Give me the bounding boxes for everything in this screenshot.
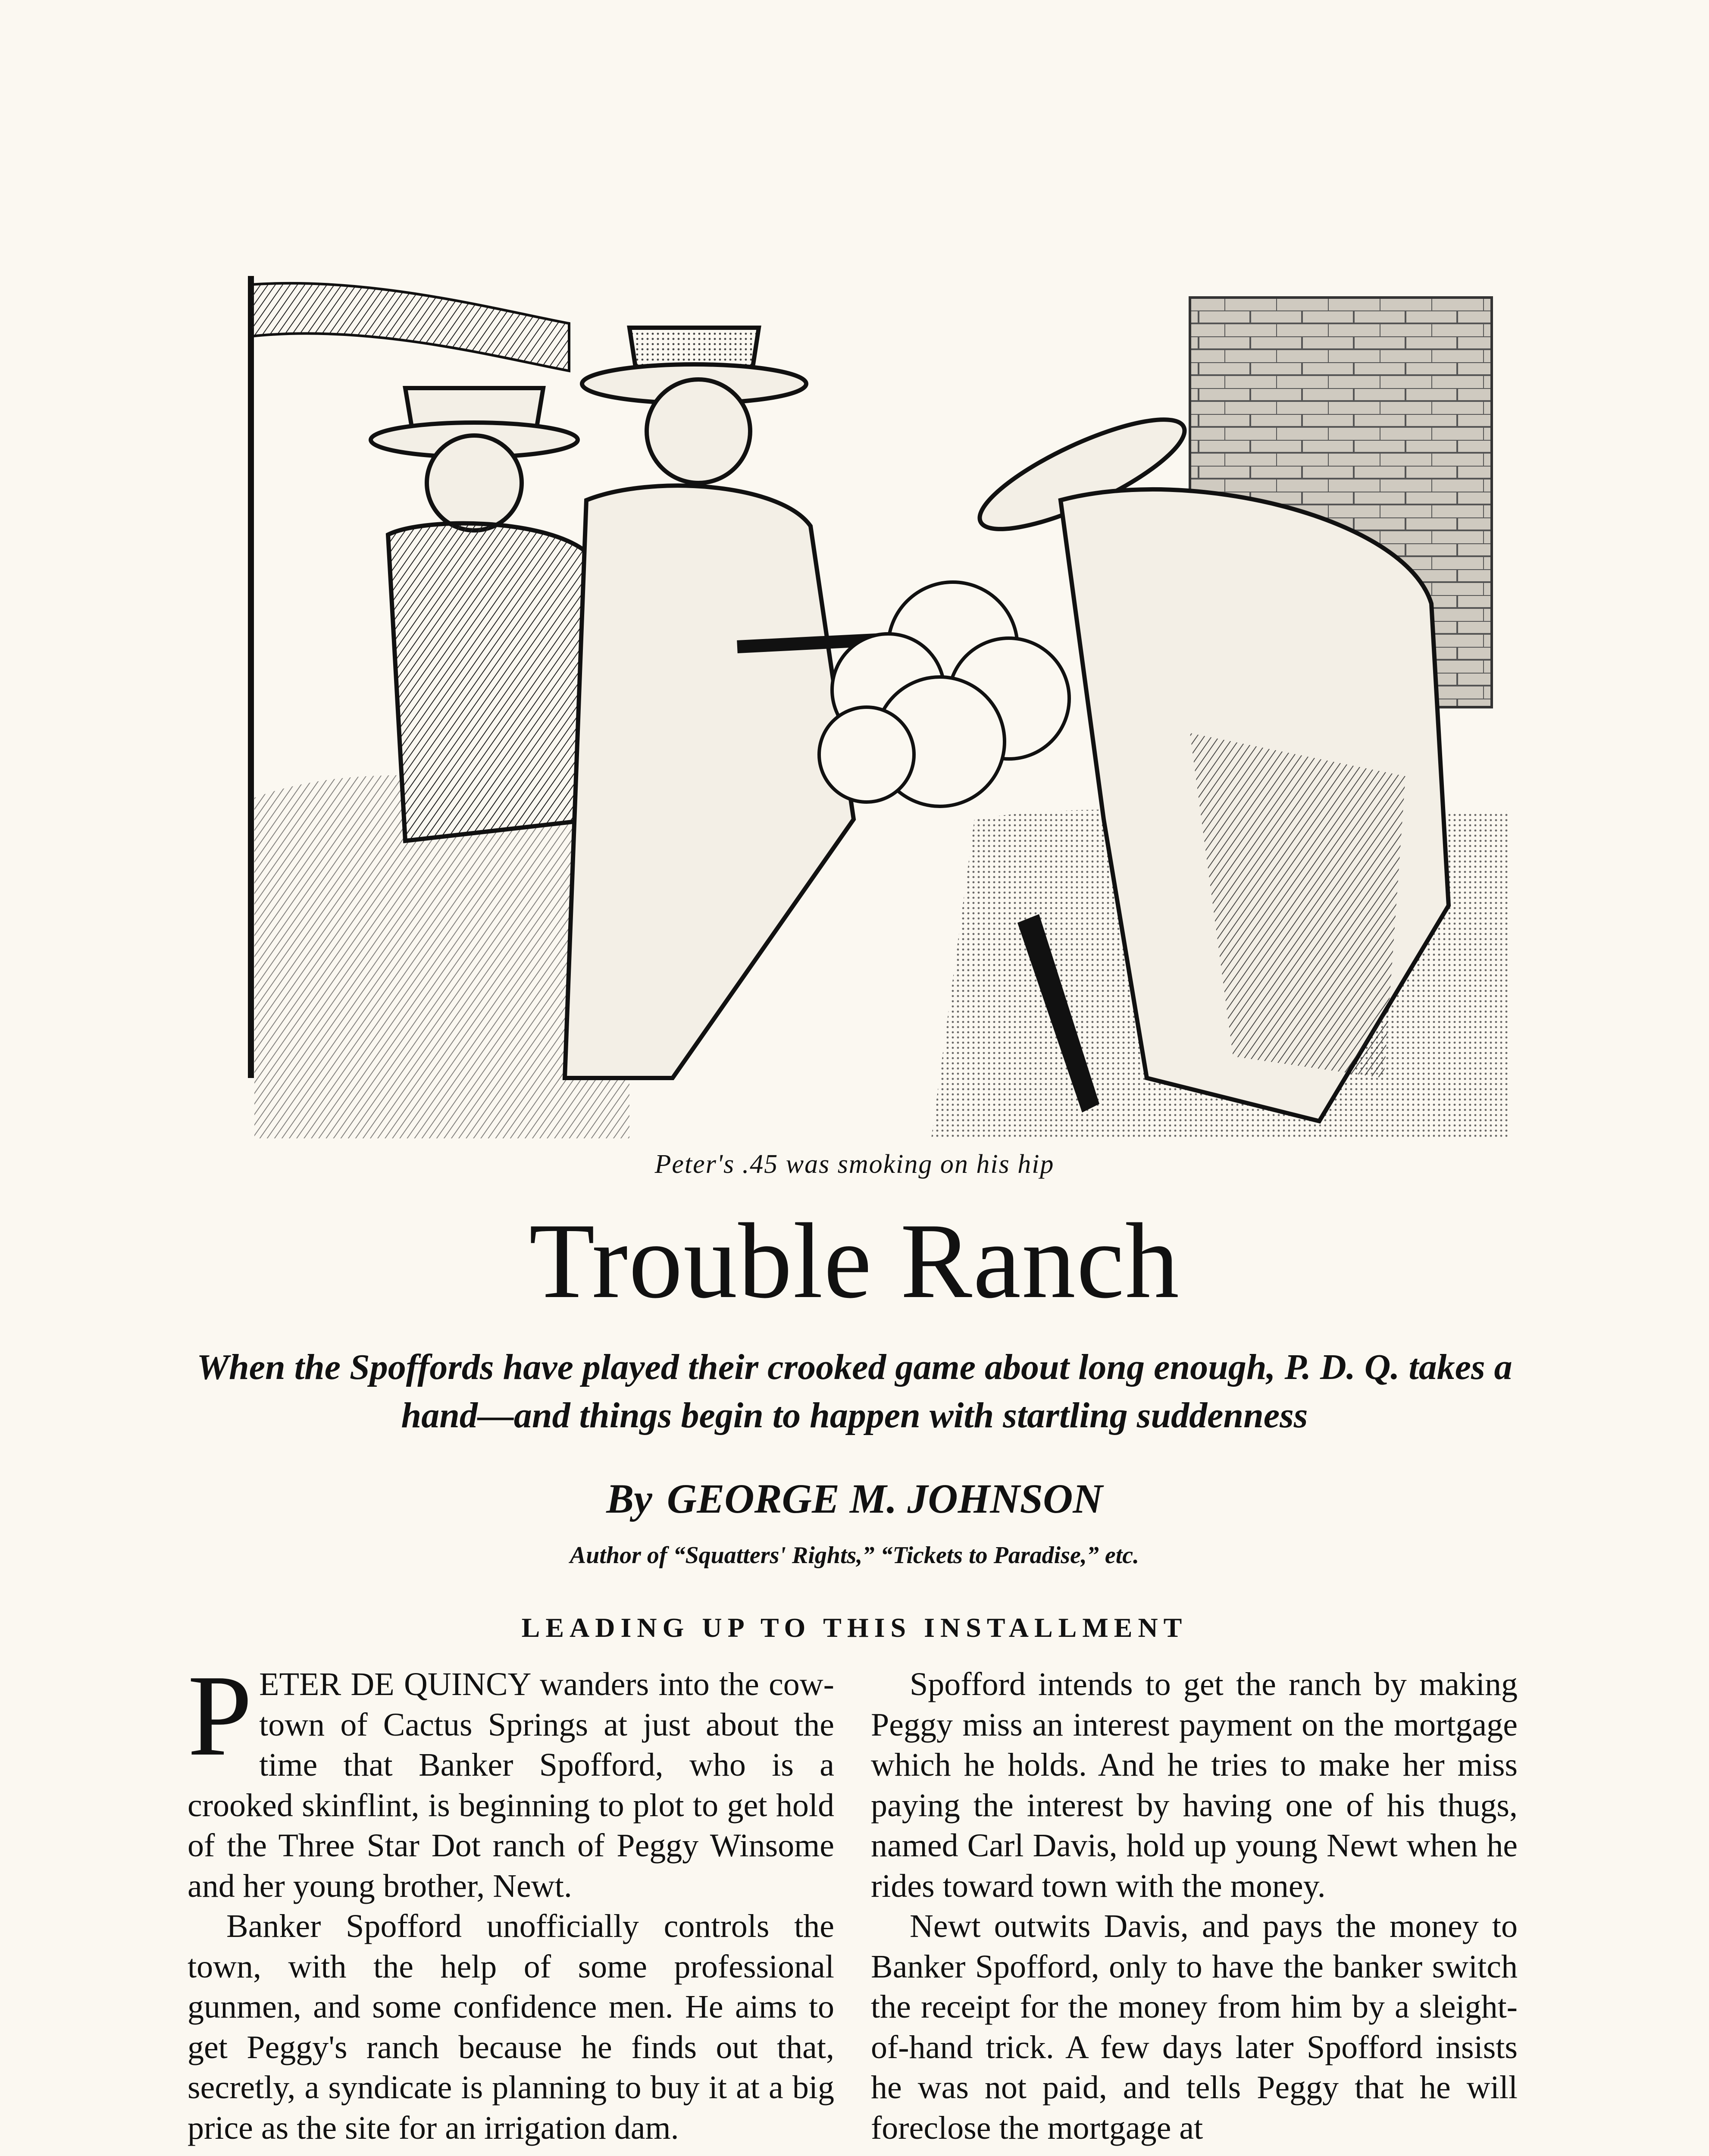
left-column xyxy=(188,1651,834,2156)
story-title: Trouble Ranch xyxy=(529,1201,1180,1321)
western-shootout-illustration xyxy=(241,259,1513,1147)
illustration-caption: Peter's .45 was smoking on his hip xyxy=(654,1150,1055,1179)
right-column xyxy=(871,1664,1518,2156)
left-paragraph-1-text: ETER DE QUINCY wanders into the cow-town of Cactus Springs at just about the time that Banker Spofford, who is a crooked skinflint, is beginning to plot to get hold of the Three Star Dot ranch of Peggy Winsome and her young brother, Newt. xyxy=(188,1666,834,1904)
drop-cap: P xyxy=(188,1651,253,1780)
story-subtitle: When the Spoffords have played their crooked game about long enough, P. D. Q. takes a hand—and things begin to happen with startling suddenness xyxy=(197,1347,1512,1435)
right-paragraph-2: Newt outwits Davis, and pays the money to Banker Spofford, only to have the banker switch the receipt for the money from him by a sleight-of-hand trick. A few days later Spofford insists he was not paid, and tells Peggy that he will foreclose the mortgage at xyxy=(871,1908,1518,2146)
byline xyxy=(0,1475,1709,1523)
right-paragraph-1: Spofford intends to get the ranch by making Peggy miss an interest payment on the mortgage which he holds. And he tries to make her miss paying the interest by having one of his thugs, named Carl Davis, hold up young Newt when he rides toward town with the money. xyxy=(871,1666,1518,1904)
left-paragraph-1 xyxy=(188,1651,834,1906)
byline-prefix: By xyxy=(606,1476,652,1522)
story-illustration xyxy=(241,259,1513,1147)
author-credits: Author of “Squatters' Rights,” “Tickets to Paradise,” etc. xyxy=(570,1542,1139,1569)
section-heading: LEADING UP TO THIS INSTALLMENT xyxy=(521,1612,1188,1643)
left-paragraph-2: Banker Spofford unofficially controls the town, with the help of some professional gunmen, and some confidence men. He aims to get Peggy's ranch because he finds out that, secretly, a syndicate is planning to buy it at a big price as the site for an irrigation dam. xyxy=(188,1908,834,2146)
author-name: GEORGE M. JOHNSON xyxy=(667,1476,1103,1522)
